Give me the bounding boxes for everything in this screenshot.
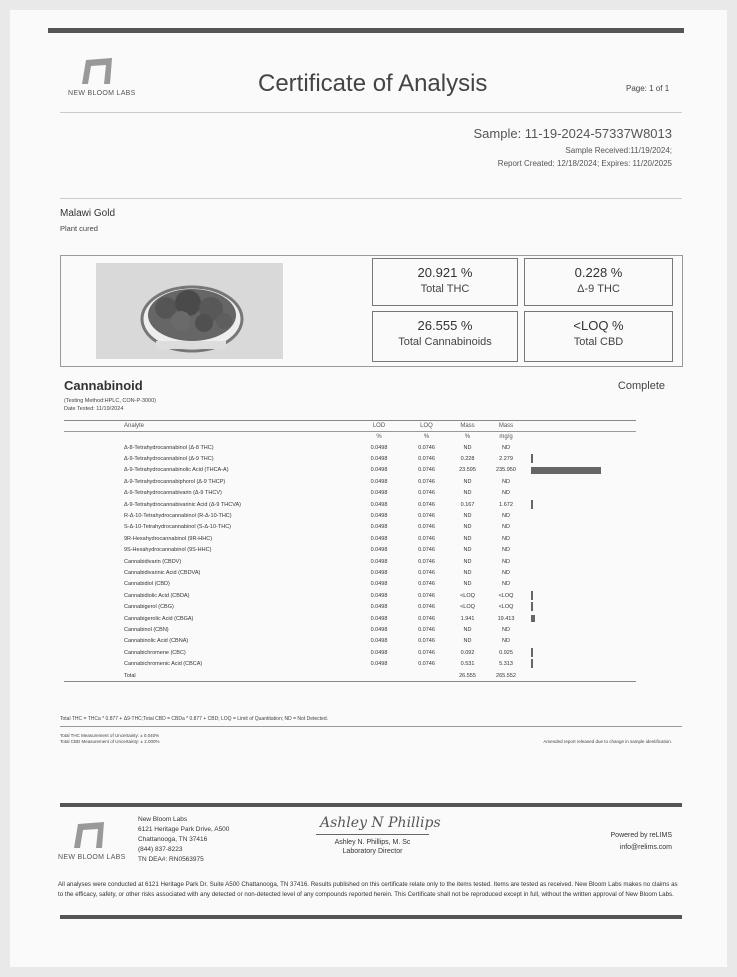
status-badge: Complete <box>617 380 665 392</box>
mass-pct-cell: 23.595 <box>459 467 476 474</box>
lod-cell: 0.0498 <box>370 581 388 588</box>
concentration-bar <box>531 615 535 622</box>
lod-cell: 0.0498 <box>370 661 388 668</box>
footer-city: Chattanooga, TN 37416 <box>138 836 208 843</box>
bar-cell <box>526 567 636 578</box>
loq-cell: 0.0746 <box>418 638 435 645</box>
product-photo <box>96 263 283 359</box>
bar-cell <box>526 453 636 464</box>
lod-cell: 0.0498 <box>370 501 388 508</box>
table-row <box>64 465 636 476</box>
footer-logo-text: NEW BLOOM LABS <box>58 854 126 861</box>
concentration-bar <box>531 467 601 474</box>
mass-pct-cell: 0.167 <box>460 501 475 508</box>
concentration-bar <box>531 602 533 611</box>
mass-pct-cell: <LOQ <box>460 604 475 611</box>
product-name: Malawi Gold <box>60 208 116 219</box>
table-row <box>64 658 636 669</box>
total-cbd-label: Total CBD <box>573 336 624 348</box>
lod-cell: 0.0498 <box>370 626 388 633</box>
lod-cell: 0.0498 <box>370 467 388 474</box>
mass-pct-cell: ND <box>463 478 472 485</box>
mass-pct-cell: <LOQ <box>460 592 475 599</box>
sample-received: Sample Received:11/19/2024; <box>565 146 672 155</box>
mass-mg-cell: 1.672 <box>499 501 513 508</box>
lod-cell: 0.0498 <box>370 569 388 576</box>
table-row <box>64 545 636 556</box>
bar-cell <box>526 442 636 453</box>
total-cannabinoids-value: 26.555 % <box>417 318 473 333</box>
lod-cell: 0.0498 <box>370 558 388 565</box>
loq-cell: 0.0746 <box>418 467 435 474</box>
footer-logo-mark-icon <box>70 820 110 850</box>
mass-pct-cell: ND <box>463 524 472 531</box>
mass-mg-cell: ND <box>502 569 510 576</box>
mass-mg-cell: ND <box>502 547 510 554</box>
loq-cell: 0.0746 <box>418 490 435 497</box>
loq-cell: 0.0746 <box>418 524 435 531</box>
loq-cell: 0.0746 <box>418 444 435 451</box>
total-cbd-value: <LOQ % <box>573 318 624 333</box>
mass-mg-cell: ND <box>502 444 510 451</box>
total-cannabinoids-card <box>372 311 518 362</box>
divider <box>60 726 682 727</box>
disclaimer: All analyses were conducted at 6121 Heritage Park Dr. Suite A500 Chattanooga, TN 37416. Results published on this certificate relate only to the items tested. Items are tested as received. New Bloom Labs makes no claims as to the efficacy, safety, or other risks associated with any detected or non-detected level of any compounds reported herein. This Certificate shall not be reproduced except in full, without the written approval of New Bloom Labs. <box>58 881 678 898</box>
bar-cell <box>526 545 636 556</box>
table-row <box>64 601 636 612</box>
total-thc-card <box>372 258 518 306</box>
analyte-cell: Δ-9-Tetrahydrocannabiphorol (Δ-9 THCP) <box>124 478 226 485</box>
total-cbd-card <box>524 311 673 362</box>
loq-cell: 0.0746 <box>418 592 435 599</box>
table-total-row <box>64 670 636 682</box>
d9-thc-card <box>524 258 673 306</box>
powered-by: Powered by reLIMS <box>610 832 672 839</box>
mass-mg-cell: ND <box>502 626 510 633</box>
col-loq: LOQ <box>404 421 449 432</box>
analyte-cell: Cannabichromene (CBC) <box>124 649 186 656</box>
bar-cell <box>526 658 636 669</box>
loq-cell: 0.0746 <box>418 558 435 565</box>
cannabinoid-table <box>64 420 636 682</box>
testing-method: (Testing Method:HPLC, CON-P-3000) <box>64 398 157 404</box>
analyte-cell: Cannabidiol (CBD) <box>124 581 170 588</box>
table-row <box>64 499 636 510</box>
lod-cell: 0.0498 <box>370 490 388 497</box>
analyte-cell: 9R-Hexahydrocannabinol (9R-HHC) <box>124 535 213 542</box>
analyte-cell: Cannabidivarin (CBDV) <box>124 558 182 565</box>
table-row <box>64 590 636 601</box>
signer-name: Ashley N. Phillips, M. Sc <box>334 839 411 846</box>
signature: Ashley N Phillips <box>320 815 441 831</box>
table-row <box>64 579 636 590</box>
loq-cell: 0.0746 <box>418 547 435 554</box>
bar-cell <box>526 476 636 487</box>
bar-cell <box>526 488 636 499</box>
analyte-cell: Cannabichromenic Acid (CBCA) <box>124 661 203 668</box>
section-title: Cannabinoid <box>64 378 143 393</box>
mass-mg-cell: ND <box>502 490 510 497</box>
concentration-bar <box>531 648 533 657</box>
product-photo-image <box>96 263 283 359</box>
mass-pct-cell: ND <box>463 535 472 542</box>
concentration-bar <box>531 591 533 600</box>
bar-cell <box>526 647 636 658</box>
analyte-cell: Cannabigerol (CBG) <box>124 604 174 611</box>
loq-cell: 0.0746 <box>418 535 435 542</box>
unit-loq: % <box>423 434 430 440</box>
divider <box>60 198 682 199</box>
page-number: Page: 1 of 1 <box>626 84 670 93</box>
footer-phone: (844) 837-8223 <box>138 846 183 853</box>
cbd-uncertainty: Total CBD Measurement of Uncertainty: ± 2.000% <box>60 739 160 744</box>
mass-pct-cell: 0.228 <box>460 456 475 463</box>
total-mass-mg: 265.552 <box>486 670 526 682</box>
bar-cell <box>526 613 636 624</box>
table-row <box>64 647 636 658</box>
thc-uncertainty: Total THC Measurement of Uncertainty: ± 0.040% <box>60 733 160 738</box>
table-row <box>64 556 636 567</box>
analyte-cell: Cannabinolic Acid (CBNA) <box>124 638 189 645</box>
table-row <box>64 636 636 647</box>
loq-cell: 0.0746 <box>418 513 435 520</box>
page-title: Certificate of Analysis <box>258 70 488 97</box>
table-row <box>64 476 636 487</box>
table-row <box>64 510 636 521</box>
analyte-cell: Δ-9-Tetrahydrocannabinolic Acid (THCA-A) <box>124 467 229 474</box>
concentration-bar <box>531 454 533 463</box>
footer-end-rule <box>60 915 682 919</box>
footer-dea: TN DEA#: RN0563975 <box>138 856 204 863</box>
analyte-cell: Δ-9-Tetrahydrocannabinol (Δ-9 THC) <box>124 456 214 463</box>
loq-cell: 0.0746 <box>418 478 435 485</box>
col-bar <box>526 421 636 432</box>
d9-thc-value: 0.228 % <box>574 265 623 280</box>
bar-cell <box>526 556 636 567</box>
concentration-bar <box>531 500 533 509</box>
table-row <box>64 624 636 635</box>
loq-cell: 0.0746 <box>418 604 435 611</box>
mass-mg-cell: 235.950 <box>496 467 516 474</box>
mass-mg-cell: ND <box>502 524 510 531</box>
unit-mass-mg: mg/g <box>499 434 513 440</box>
mass-pct-cell: ND <box>463 547 472 554</box>
table-row <box>64 442 636 453</box>
table-row <box>64 613 636 624</box>
table-row <box>64 453 636 464</box>
footer-lab-name: New Bloom Labs <box>138 816 188 823</box>
lod-cell: 0.0498 <box>370 513 388 520</box>
mass-mg-cell: 0.925 <box>499 649 513 656</box>
loq-cell: 0.0746 <box>418 661 435 668</box>
footer-address: 6121 Heritage Park Drive, A500 <box>138 826 230 833</box>
divider <box>60 112 682 113</box>
bar-cell <box>526 579 636 590</box>
total-label: Total <box>64 670 354 682</box>
bar-cell <box>526 624 636 635</box>
total-mass-pct: 26.555 <box>449 670 486 682</box>
d9-thc-label: Δ-9 THC <box>577 283 620 295</box>
analyte-cell: Cannabidivarinic Acid (CBDVA) <box>124 569 201 576</box>
powered-by-block <box>611 832 672 856</box>
mass-pct-cell: ND <box>463 626 472 633</box>
lab-logo-mark-icon <box>78 56 118 86</box>
mass-mg-cell: <LOQ <box>498 604 514 611</box>
table-row <box>64 533 636 544</box>
total-thc-value: 20.921 % <box>417 265 473 280</box>
mass-pct-cell: 1.941 <box>460 615 475 622</box>
contact-email[interactable]: info@relims.com <box>619 844 672 851</box>
product-type: Plant cured <box>60 224 98 233</box>
mass-pct-cell: ND <box>463 581 472 588</box>
mass-pct-cell: ND <box>463 444 472 451</box>
sample-id: Sample: 11-19-2024-57337W8013 <box>473 126 672 141</box>
bar-cell <box>526 590 636 601</box>
loq-cell: 0.0746 <box>418 581 435 588</box>
lod-cell: 0.0498 <box>370 524 388 531</box>
lab-logo-text: NEW BLOOM LABS <box>68 90 136 97</box>
bar-cell <box>526 636 636 647</box>
col-analyte: Analyte <box>64 421 354 432</box>
signer-title: Laboratory Director <box>342 848 403 855</box>
bar-cell <box>526 465 636 476</box>
analyte-cell: R-Δ-10-Tetrahydrocannabinol (R-Δ-10-THC) <box>124 513 232 520</box>
bar-cell <box>526 510 636 521</box>
loq-cell: 0.0746 <box>418 615 435 622</box>
date-tested: Date Tested: 11/19/2024 <box>64 406 124 412</box>
footer-rule <box>60 803 682 807</box>
mass-pct-cell: ND <box>463 558 472 565</box>
mass-mg-cell: 19.413 <box>497 615 515 622</box>
mass-mg-cell: 5.313 <box>499 661 513 668</box>
loq-cell: 0.0746 <box>418 501 435 508</box>
mass-pct-cell: ND <box>463 490 472 497</box>
header-rule <box>48 28 684 33</box>
bar-cell <box>526 522 636 533</box>
lod-cell: 0.0498 <box>370 547 388 554</box>
mass-mg-cell: ND <box>502 558 510 565</box>
analyte-cell: Δ-8-Tetrahydrocannabinol (Δ-8 THC) <box>124 444 214 451</box>
mass-pct-cell: ND <box>463 638 472 645</box>
lod-cell: 0.0498 <box>370 649 388 656</box>
lod-cell: 0.0498 <box>370 456 388 463</box>
analyte-cell: Δ-9-Tetrahydrocannabivarinic Acid (Δ-9 THCVA) <box>124 501 241 508</box>
loq-cell: 0.0746 <box>418 456 435 463</box>
lod-cell: 0.0498 <box>370 478 388 485</box>
mass-mg-cell: ND <box>502 478 510 485</box>
table-header-row <box>64 421 636 432</box>
mass-mg-cell: ND <box>502 513 510 520</box>
mass-pct-cell: 0.531 <box>460 661 475 668</box>
total-thc-label: Total THC <box>420 283 470 295</box>
formula-note: Total THC = THCa * 0.877 + Δ9-THC;Total CBD = CBDa * 0.877 + CBD; LOQ = Limit of Quantitation; ND = Not Detected. <box>60 716 328 722</box>
mass-mg-cell: ND <box>502 581 510 588</box>
loq-cell: 0.0746 <box>418 569 435 576</box>
lod-cell: 0.0498 <box>370 604 388 611</box>
table-units-row <box>64 432 636 443</box>
analyte-cell: Cannabidiolic Acid (CBDA) <box>124 592 190 599</box>
bar-cell <box>526 499 636 510</box>
analyte-cell: Cannabinol (CBN) <box>124 626 169 633</box>
table-row <box>64 522 636 533</box>
loq-cell: 0.0746 <box>418 649 435 656</box>
signer-block <box>316 834 429 857</box>
amended-note: Amended report released due to change in sample identification. <box>543 739 672 744</box>
mass-mg-cell: ND <box>502 638 510 645</box>
lod-cell: 0.0498 <box>370 638 388 645</box>
analyte-cell: 9S-Hexahydrocannabinol (9S-HHC) <box>124 547 212 554</box>
mass-pct-cell: ND <box>463 569 472 576</box>
loq-cell: 0.0746 <box>418 626 435 633</box>
table-row <box>64 488 636 499</box>
lod-cell: 0.0498 <box>370 592 388 599</box>
analyte-cell: Δ-9-Tetrahydrocannabivarin (Δ-9 THCV) <box>124 490 222 497</box>
col-lod: LOD <box>354 421 404 432</box>
mass-pct-cell: ND <box>463 513 472 520</box>
lod-cell: 0.0498 <box>370 535 388 542</box>
lod-cell: 0.0498 <box>370 615 388 622</box>
lod-cell: 0.0498 <box>370 444 388 451</box>
total-cannabinoids-label: Total Cannabinoids <box>398 336 492 348</box>
analyte-cell: Cannabigerolic Acid (CBGA) <box>124 615 194 622</box>
concentration-bar <box>531 659 533 668</box>
report-dates: Report Created: 12/18/2024; Expires: 11/20/2025 <box>497 159 672 168</box>
mass-pct-cell: 0.092 <box>460 649 475 656</box>
mass-mg-cell: <LOQ <box>498 592 514 599</box>
mass-mg-cell: ND <box>502 535 510 542</box>
col-mass-mg: Mass <box>486 421 526 432</box>
bar-cell <box>526 601 636 612</box>
analyte-cell: S-Δ-10-Tetrahydrocannabinol (S-Δ-10-THC) <box>124 524 231 531</box>
mass-mg-cell: 2.279 <box>499 456 513 463</box>
bar-cell <box>526 533 636 544</box>
table-row <box>64 567 636 578</box>
unit-mass-pct: % <box>464 434 471 440</box>
col-mass-pct: Mass <box>449 421 486 432</box>
unit-lod: % <box>376 434 382 440</box>
